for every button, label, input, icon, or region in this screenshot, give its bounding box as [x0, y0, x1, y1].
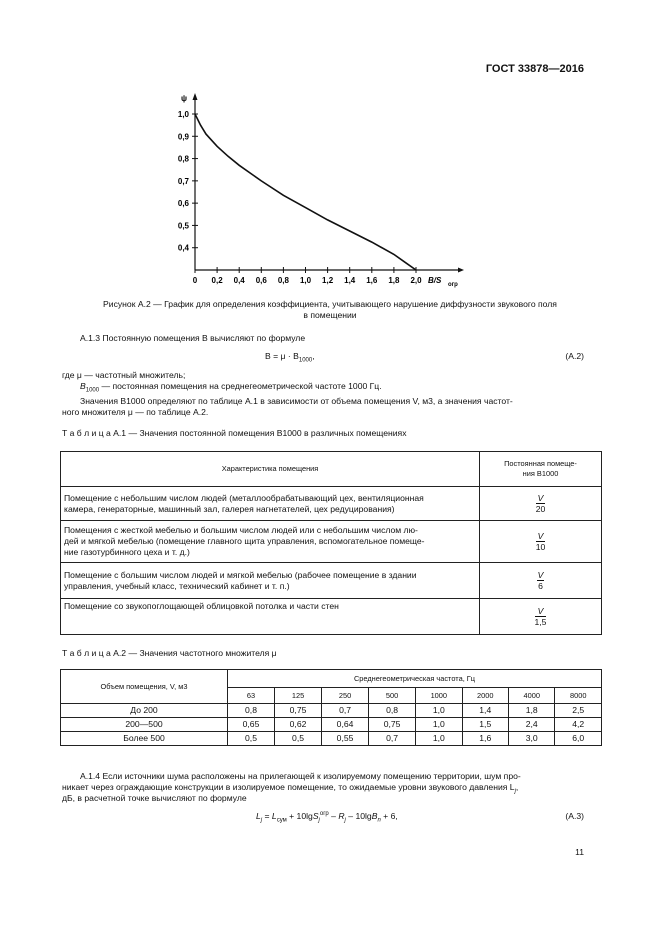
figure-caption-line2: в помещении [303, 310, 357, 320]
table2-cell: 3,0 [509, 732, 555, 746]
x-tick-label: 0 [192, 276, 198, 285]
x-tick-label: 1,6 [366, 276, 378, 285]
x-tick-label: 0,2 [211, 276, 223, 285]
formula-a2-text: B = μ · B [265, 351, 299, 361]
table1-head-col2-line1: Постоянная помеще- [504, 459, 577, 468]
frac-den: 10 [535, 541, 546, 552]
x-tick-label: 1,8 [388, 276, 400, 285]
table1-head-col1: Характеристика помещения [61, 452, 480, 487]
table2-freq-cell: 1000 [416, 688, 462, 704]
table-row [61, 718, 602, 732]
frac-num: V [537, 530, 544, 541]
table1 [60, 451, 602, 635]
paragraph-a14-1: А.1.4 Если источники шума расположены на прилегающей к изолируемому помещению территории, шум про- [80, 771, 521, 781]
table2-freq-cell: 250 [322, 688, 369, 704]
where-line1: где μ — частотный множитель; [62, 370, 186, 380]
frac-num: V [537, 569, 544, 580]
table2-cell: 1,6 [462, 732, 508, 746]
table2-cell: 0,55 [322, 732, 369, 746]
y-tick-label: 0,7 [177, 176, 189, 186]
x-tick-label: 1,0 [299, 276, 312, 285]
table2-cell: 1,8 [509, 704, 555, 718]
where-line2 [80, 381, 382, 392]
table2-cell: 0,5 [275, 732, 322, 746]
table2-cell: 1,0 [416, 732, 462, 746]
table1-row-value [480, 521, 602, 563]
paragraph-a14-2 [62, 782, 518, 793]
y-axis-arrow [193, 93, 198, 100]
table2-head-col1: Объем помещения, V, м3 [61, 670, 228, 704]
table2-cell: 2,4 [509, 718, 555, 732]
frac-num: V [537, 492, 544, 503]
row-line: Помещение с большим числом людей и мягкой мебелью (рабочее помещение в здании [64, 569, 417, 580]
table1-row-text [61, 487, 480, 521]
table2-cell: 1,0 [416, 704, 462, 718]
table2-head-group: Среднегеометрическая частота, Гц [228, 670, 602, 688]
formula-a2 [265, 351, 315, 362]
table-row [61, 487, 602, 521]
table2-cell: 1,4 [462, 704, 508, 718]
figure-caption-line1: Рисунок А.2 — График для определения коэффициента, учитывающего нарушение диффузности звукового поля [103, 299, 557, 309]
frac-den: 6 [538, 580, 543, 591]
standard-header: ГОСТ 33878—2016 [485, 63, 584, 75]
table1-row-value [480, 599, 602, 635]
paragraph-a13: А.1.3 Постоянную помещения B вычисляют по формуле [80, 333, 306, 343]
x-tick-label: 2,0 [410, 276, 422, 285]
y-tick-label: 0,6 [177, 199, 189, 209]
table2-freq-cell: 8000 [555, 688, 602, 704]
paragraph-a14-2-text: никает через ограждающие конструкции в изолируемое помещение, то ожидаемые уровни звукового давления L [62, 782, 515, 792]
row-line: камера, генераторные, машинный зал, галерея нагнетателей, цех редуцирования) [64, 503, 395, 514]
row-line: управления, учебный класс, технический кабинет и т. п.) [64, 580, 290, 591]
y-tick-label: 1,0 [177, 110, 189, 119]
table2-cell: 0,62 [275, 718, 322, 732]
y-tick-label: 0,8 [177, 154, 189, 164]
table2-cell: 0,8 [369, 704, 416, 718]
formula-a2-tail: , [312, 351, 315, 361]
table1-caption: Т а б л и ц а А.1 — Значения постоянной помещения B1000 в различных помещениях [62, 428, 407, 438]
table2-cell: 0,64 [322, 718, 369, 732]
table2-freq-cell: 2000 [462, 688, 508, 704]
table2-freq-cell: 4000 [509, 688, 555, 704]
row-line: Помещение с небольшим числом людей (металлообрабатывающий цех, вентиляционная [64, 492, 424, 503]
x-tick-label: 1,2 [322, 276, 334, 285]
table1-row-text [61, 599, 480, 635]
table2-cell: 0,7 [369, 732, 416, 746]
formula-a3: $L_j = L_{сум} + 10\lg S_j^{огр} - R_j - 10\lg B_n + 6$, [256, 811, 398, 824]
row-line: Помещения с жесткой мебелью и большим числом людей или с небольшим числом лю- [64, 525, 418, 535]
formula-a2-sub: 1000 [298, 357, 313, 364]
table1-row-value [480, 487, 602, 521]
y-tick-label: 0,5 [177, 221, 189, 231]
row-line: Помещение со звукопоглощающей облицовкой потолка и части стен [64, 601, 339, 611]
table2-cell: 0,65 [228, 718, 275, 732]
frac-den: 20 [535, 503, 546, 514]
table-row [61, 704, 602, 718]
x-tick-label: 1,4 [344, 276, 356, 285]
x-axis-arrow [458, 268, 464, 273]
frac-den: 1,5 [534, 616, 547, 627]
table-row [61, 521, 602, 563]
x-axis-label-sub: огр [448, 282, 458, 288]
paragraph-a14-3: дБ, в расчетной точке вычисляют по формуле [62, 793, 247, 803]
table2-row-label: 200—500 [61, 718, 228, 732]
where-sub: 1000 [85, 387, 100, 394]
table-row [61, 563, 602, 599]
table1-row-text [61, 521, 480, 563]
table2-cell: 0,75 [369, 718, 416, 732]
y-tick-label: 0,9 [177, 132, 189, 142]
chart [165, 90, 465, 290]
x-tick-label: 0,8 [277, 276, 289, 285]
table2-cell: 6,0 [555, 732, 602, 746]
x-tick-label: 0,4 [233, 276, 245, 285]
table2-caption: Т а б л и ц а А.2 — Значения частотного множителя μ [62, 648, 277, 658]
table1-row-value [480, 563, 602, 599]
table2-cell: 2,5 [555, 704, 602, 718]
table2-cell: 0,75 [275, 704, 322, 718]
series-line [195, 114, 416, 270]
table1-row-text [61, 563, 480, 599]
y-tick-label: 0,4 [177, 243, 189, 253]
where-var: B [80, 381, 86, 391]
page-number: 11 [575, 847, 584, 857]
table2-row-label: До 200 [61, 704, 228, 718]
table1-header-row [61, 452, 602, 487]
table-row [61, 599, 602, 635]
table1-head-col2 [480, 452, 602, 487]
row-line: ние газотурбинного цеха и т. д.) [64, 547, 190, 557]
paragraph-a14-2-comma: , [515, 782, 519, 792]
formula-a2-number: (А.2) [565, 351, 584, 361]
row-line: дей и мягкой мебелью (помещение главного щита управления, вспомогательное помеще- [64, 536, 425, 546]
y-axis-label: ψ [181, 94, 188, 103]
table2-header-row [61, 670, 602, 688]
paragraph-values-1: Значения B1000 определяют по таблице А.1 в зависимости от объема помещения V, м3, а значения частот- [80, 396, 513, 406]
formula-a3-number: (А.3) [565, 811, 584, 821]
x-tick-label: 0,6 [255, 276, 267, 285]
frac-num: V [535, 606, 547, 617]
paragraph-values-2: ного множителя μ — по таблице А.2. [62, 407, 209, 417]
table2-cell: 0,5 [228, 732, 275, 746]
figure-caption [60, 299, 600, 321]
table2 [60, 669, 602, 746]
table2-cell: 0,7 [322, 704, 369, 718]
table2-cell: 1,5 [462, 718, 508, 732]
where-text: — постоянная помещения на среднегеометрической частоте 1000 Гц. [99, 381, 382, 391]
table-row [61, 732, 602, 746]
table1-head-col2-line2: ния B1000 [522, 469, 559, 478]
table2-cell: 4,2 [555, 718, 602, 732]
table2-freq-cell: 63 [228, 688, 275, 704]
x-axis-label: B/S [428, 276, 442, 285]
table2-cell: 1,0 [416, 718, 462, 732]
table2-row-label: Более 500 [61, 732, 228, 746]
table2-freq-cell: 500 [369, 688, 416, 704]
paragraph-a14-2-sub: j [514, 788, 516, 795]
table2-cell: 0,8 [228, 704, 275, 718]
table2-freq-cell: 125 [275, 688, 322, 704]
